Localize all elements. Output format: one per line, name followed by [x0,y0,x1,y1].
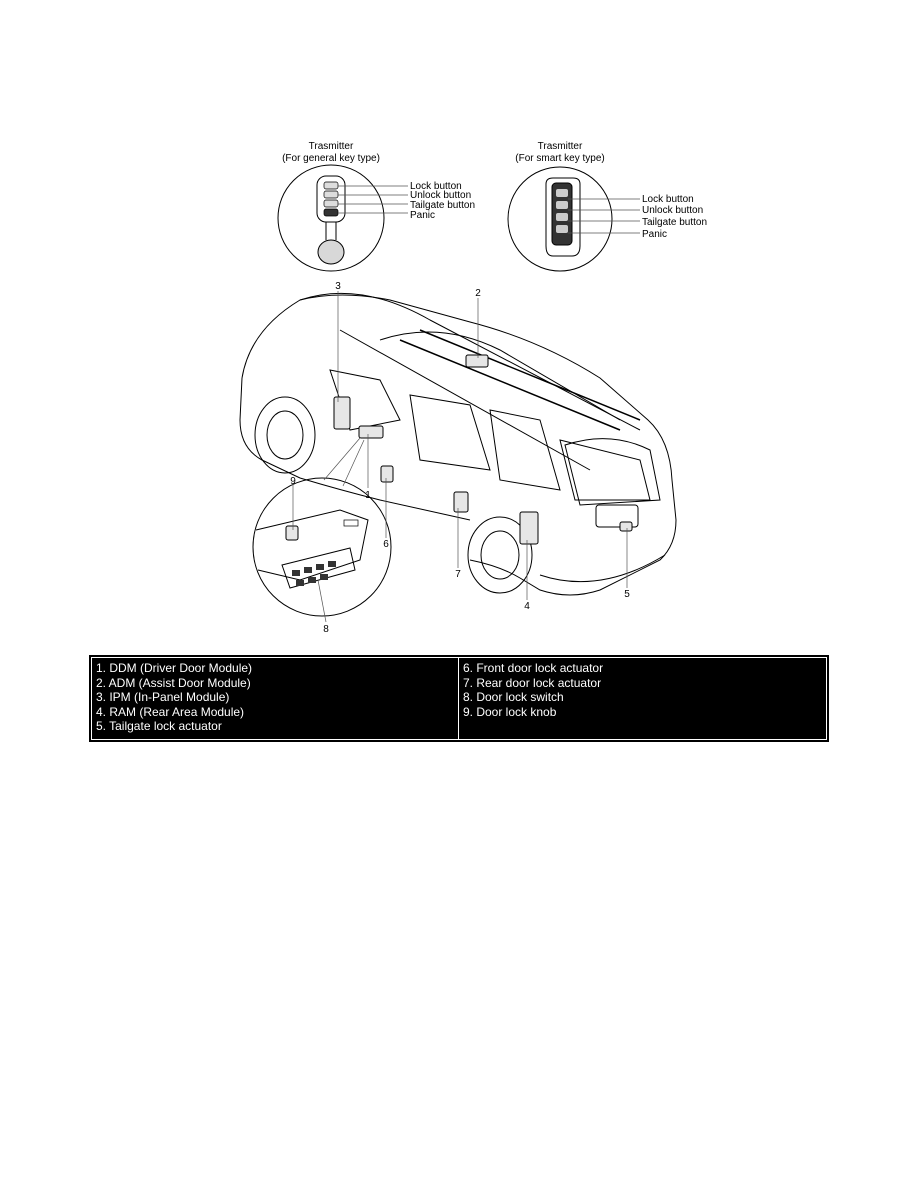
smart-lock-button-label: Lock button [642,194,694,205]
smart-tailgate-button-label: Tailgate button [642,217,708,228]
callout-8: 8 [323,624,329,635]
part-ipm [334,397,350,429]
legend-table [89,655,829,742]
general-panic-label: Panic [410,210,436,221]
legend-inner [91,657,827,740]
transmitter-general-title: Trasmitter [308,141,354,152]
legend-item: 9. Door lock knob [463,704,557,719]
transmitter-general-subtitle: (For general key type) [282,153,380,164]
smart-unlock-button-label: Unlock button [642,205,704,216]
smart-panic-label: Panic [642,229,668,240]
legend-item: 4. RAM (Rear Area Module) [96,704,245,719]
parts-group [334,355,632,544]
legend-item: 8. Door lock switch [463,690,564,705]
part-tailgate-actuator [620,522,632,531]
general-unlock-button-label: Unlock button [410,190,472,201]
legend-left-column [92,658,459,739]
transmitter-smart-group [508,141,707,271]
part-rear-door-actuator [454,492,468,512]
callout-3: 3 [335,281,341,292]
legend-item: 7. Rear door lock actuator [463,675,602,690]
door-trim-inset [253,438,391,616]
part-front-door-actuator [381,466,393,482]
callout-6: 6 [383,539,389,550]
legend-item: 6. Front door lock actuator [463,661,604,675]
part-ram [520,512,538,544]
transmitter-general-group [278,141,475,271]
callout-1: 1 [365,490,371,501]
general-tailgate-button-label: Tailgate button [410,200,476,211]
legend-right-column [459,658,826,739]
transmitter-smart-subtitle: (For smart key type) [515,153,605,164]
callout-5: 5 [624,589,630,600]
part-ddm [359,426,383,438]
transmitter-smart-title: Trasmitter [537,141,583,152]
general-key-ring [318,240,344,264]
legend-item: 3. IPM (In-Panel Module) [96,690,230,705]
door-lock-knob [286,526,298,540]
legend-item: 5. Tailgate lock actuator [96,719,222,734]
general-lock-button-label: Lock button [410,181,462,192]
legend-item: 2. ADM (Assist Door Module) [96,675,251,690]
general-key-blade [326,222,336,240]
legend-item: 1. DDM (Driver Door Module) [96,661,253,675]
part-adm [466,355,488,367]
callout-7: 7 [455,569,461,580]
callout-9: 9 [290,476,296,487]
callout-2: 2 [475,288,481,299]
callout-4: 4 [524,601,530,612]
